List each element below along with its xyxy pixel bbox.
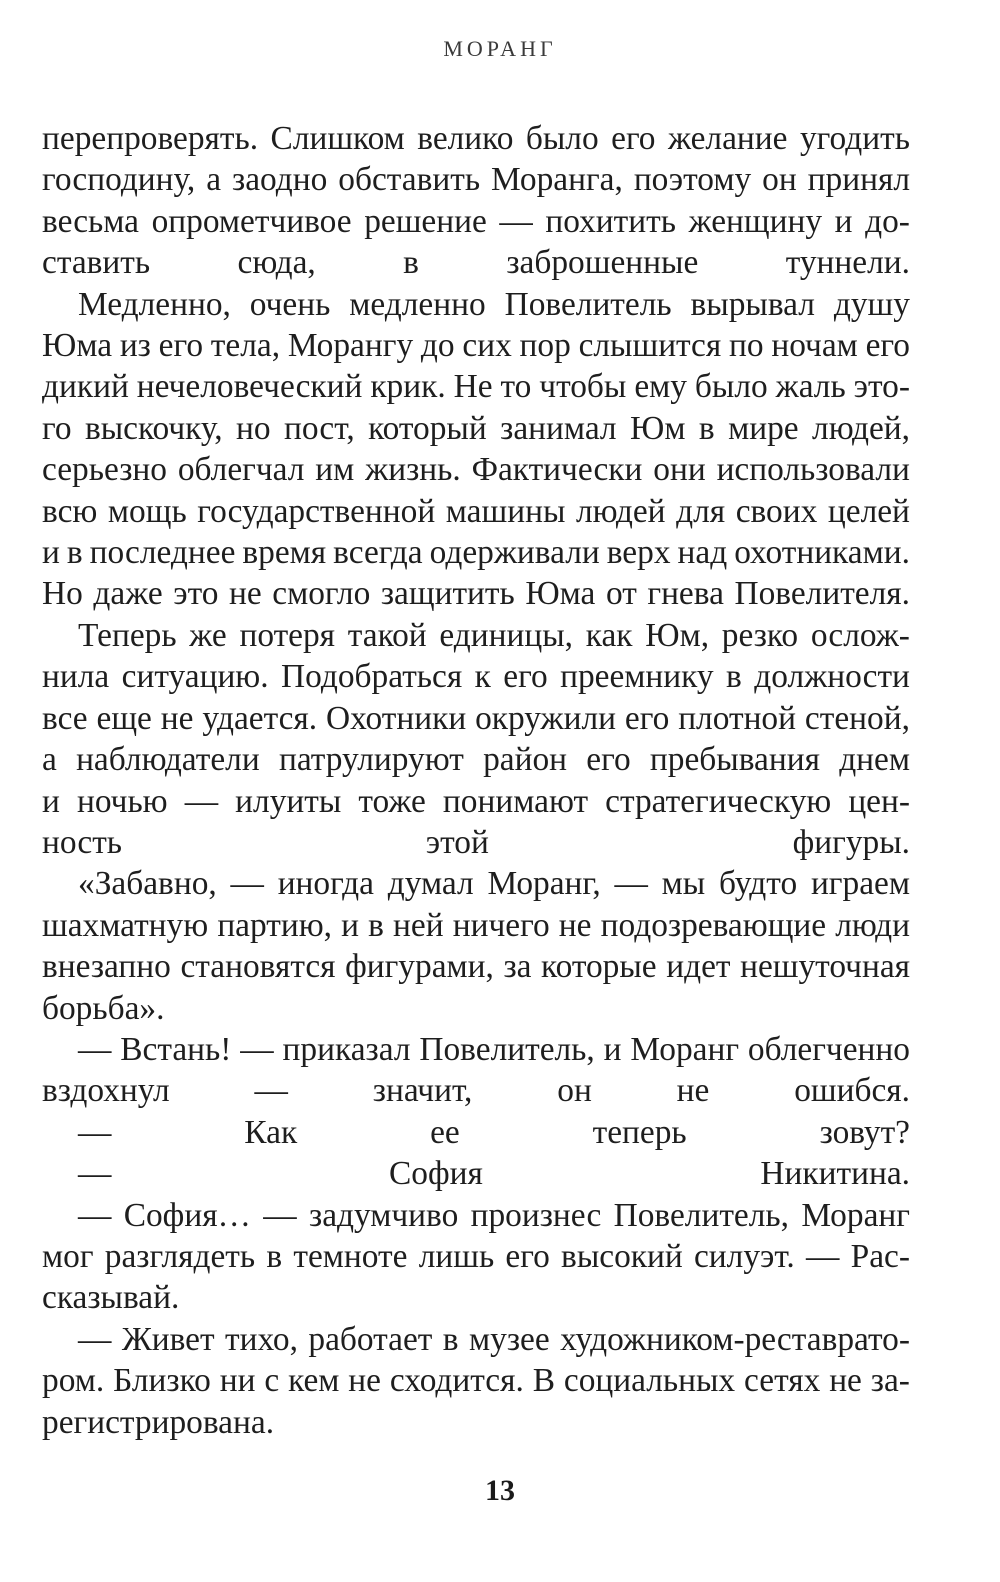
word: лишь [418, 1237, 495, 1275]
word: последнее [89, 534, 236, 572]
text-line [42, 1195, 910, 1236]
text-line: Но даже это не смогло защитить Юма от гнева Повелителя. [42, 575, 910, 613]
word: крик. [370, 368, 446, 406]
word: и [603, 1030, 622, 1068]
text-line [42, 905, 910, 946]
word: его [503, 658, 548, 696]
text-line: вздохнул — значит, он не ошибся. [42, 1072, 910, 1110]
word: силуэт. [693, 1237, 795, 1275]
word: го [42, 409, 72, 447]
word: а [42, 741, 57, 779]
text-line [42, 284, 910, 325]
paragraph [42, 615, 910, 863]
word: его [611, 120, 656, 157]
word: ему [634, 368, 687, 406]
word: угодить [799, 120, 910, 157]
word: же [189, 616, 227, 654]
text-line [42, 159, 910, 200]
word: работает [308, 1320, 433, 1358]
word: должности [754, 658, 910, 696]
word: район [483, 741, 568, 779]
word: желание [667, 120, 788, 157]
word: ром. [42, 1362, 105, 1400]
word: еще [96, 699, 152, 737]
word: было [525, 120, 599, 157]
text-line [42, 863, 910, 904]
word: Юма [42, 327, 113, 365]
word: обставить [338, 161, 481, 199]
word: — [240, 1030, 274, 1068]
word: — [614, 865, 648, 903]
word: люди [835, 906, 910, 944]
word: Не [453, 368, 493, 406]
word: и [341, 906, 360, 944]
word: его [158, 327, 204, 365]
word: иногда [277, 865, 374, 903]
word: стеной, [804, 699, 910, 737]
text-line [42, 325, 910, 366]
word: становятся [180, 948, 336, 986]
word: для [676, 492, 726, 530]
word: Повелитель, [613, 1196, 789, 1234]
word: использовали [716, 451, 910, 489]
word: мог [42, 1237, 94, 1275]
word: думал [387, 865, 474, 903]
word: Охотники [326, 699, 467, 737]
word: В [532, 1362, 555, 1400]
word: нечеловеческий [136, 368, 363, 406]
word: художником-реставрато- [560, 1320, 910, 1358]
word: произнес [470, 1196, 602, 1234]
word: сходится. [389, 1362, 524, 1400]
body-text [42, 118, 910, 1443]
word: Встань! [120, 1030, 232, 1068]
word: мире [728, 409, 799, 447]
word: а [206, 161, 222, 199]
paragraph [42, 863, 910, 1029]
word: в [266, 1237, 283, 1275]
text-line [42, 615, 910, 656]
word: серьезно [42, 451, 167, 489]
word: — [806, 1237, 840, 1275]
word: фигурами, [345, 948, 494, 986]
word: — [78, 1320, 112, 1358]
word: как [585, 616, 633, 654]
text-line [42, 408, 910, 449]
word: Моранг [801, 1196, 910, 1234]
word: весьма [42, 202, 139, 240]
word: Близко [113, 1362, 211, 1400]
word: жаль [775, 368, 846, 406]
paragraph [42, 1153, 910, 1194]
word: наблюдатели [76, 741, 260, 779]
word: плотной [678, 699, 797, 737]
text-line [42, 1236, 910, 1277]
word: с [264, 1362, 280, 1400]
word: понимают [442, 782, 589, 820]
paragraph [42, 118, 910, 284]
word: за [503, 948, 532, 986]
word: господину, [42, 161, 196, 199]
text-line [42, 449, 910, 490]
text-line: ность этой фигуры. [42, 823, 910, 861]
word: не [829, 1362, 862, 1400]
word: и [42, 782, 60, 820]
word: сих [462, 327, 512, 365]
word: Медленно, [78, 285, 231, 323]
word: ночам [771, 327, 858, 365]
word: нила [42, 658, 110, 696]
paragraph [42, 1195, 910, 1319]
word: удается. [202, 699, 318, 737]
text-line [42, 366, 910, 407]
word: облегчал [177, 451, 305, 489]
text-line [42, 656, 910, 697]
word: социальных [563, 1362, 736, 1400]
word: дикий [42, 368, 129, 406]
word: в [368, 906, 384, 944]
text-line [42, 118, 910, 159]
word: Моранга, [491, 161, 623, 199]
text-line [42, 201, 910, 242]
word: было [694, 368, 768, 406]
text-line: — София Никитина. [78, 1155, 910, 1193]
word: людей, [812, 409, 910, 447]
word: Моранг [630, 1030, 740, 1068]
word: целей [827, 492, 910, 530]
word: днем [839, 741, 910, 779]
word: решение [364, 202, 487, 240]
text-line [42, 491, 910, 532]
word: его [505, 1237, 550, 1275]
word: тела, [210, 327, 281, 365]
word: ослож- [810, 616, 910, 654]
word: идет [666, 948, 731, 986]
word: его [586, 741, 631, 779]
word: пост, [284, 409, 355, 447]
word: над [677, 534, 728, 572]
word: мы [661, 865, 706, 903]
word: преемнику [560, 658, 714, 696]
word: сетях [744, 1362, 821, 1400]
word: играем [810, 865, 910, 903]
page-number: 13 [485, 1474, 515, 1507]
word: темноте [293, 1237, 408, 1275]
word: единицы, [439, 616, 574, 654]
word: заодно [232, 161, 328, 199]
text-line: сказывай. [42, 1279, 180, 1317]
word: в [726, 658, 742, 696]
word: в [698, 409, 715, 447]
word: всегда [333, 534, 423, 572]
word: государственной [197, 492, 436, 530]
word: внезапно [42, 948, 171, 986]
text-line: ставить сюда, в заброшенные туннели. [42, 244, 910, 282]
word: «Забавно, [78, 865, 217, 903]
word: похитить [545, 202, 676, 240]
word: нешуточная [740, 948, 910, 986]
text-line [42, 1319, 910, 1360]
word: Слишком [270, 120, 405, 157]
word: за- [870, 1362, 910, 1400]
word: очень [249, 285, 331, 323]
word: все [42, 699, 88, 737]
word: они [653, 451, 706, 489]
word: не [160, 699, 194, 737]
word: партию, [217, 906, 333, 944]
word: к [474, 658, 491, 696]
word: которые [541, 948, 657, 986]
word: до [420, 327, 455, 365]
word: охотниками. [734, 534, 910, 572]
paragraph [42, 1112, 910, 1153]
text-line [42, 698, 910, 739]
word: — [230, 865, 264, 903]
word: тоже [358, 782, 426, 820]
paragraph [42, 284, 910, 615]
word: из [119, 327, 151, 365]
word: окружили [475, 699, 617, 737]
word: жизнь. [365, 451, 461, 489]
word: верх [606, 534, 671, 572]
word: который [368, 409, 487, 447]
word: велико [417, 120, 514, 157]
word: музее [469, 1320, 550, 1358]
text-line [42, 1029, 910, 1070]
word: задумчиво [309, 1196, 459, 1234]
word: Юм [630, 409, 686, 447]
text-line [42, 781, 910, 822]
text-line [42, 532, 910, 573]
word: выскочку, [84, 409, 223, 447]
text-line [42, 946, 910, 987]
word: его [624, 699, 670, 737]
text-line [42, 1360, 910, 1401]
word: в [442, 1320, 459, 1358]
word: такой [347, 616, 427, 654]
word: София… [123, 1196, 251, 1234]
word: вырывал [690, 285, 815, 323]
word: опрометчивое [151, 202, 352, 240]
word: Подобраться [281, 658, 463, 696]
word: своих [735, 492, 818, 530]
word: Рас- [850, 1237, 910, 1275]
word: перепроверять. [42, 120, 259, 157]
word: ни [219, 1362, 256, 1400]
text-line: — Как ее теперь зовут? [78, 1113, 910, 1151]
word: Повелитель [504, 285, 672, 323]
word: людей [575, 492, 666, 530]
paragraph [42, 1319, 910, 1443]
word: шахматную [42, 906, 209, 944]
word: слышится [578, 327, 722, 365]
word: Моранг, [487, 865, 601, 903]
word: резко [721, 616, 799, 654]
word: принял [807, 161, 910, 199]
word: время [242, 534, 327, 572]
word: облегченно [747, 1030, 910, 1068]
word: стратегическую [605, 782, 832, 820]
word: по [729, 327, 764, 365]
word: приказал [282, 1030, 411, 1068]
word: — [499, 202, 533, 240]
word: всю [42, 492, 98, 530]
word: Фактически [471, 451, 643, 489]
text-line: борьба». [42, 989, 165, 1027]
word: поэтому [633, 161, 752, 199]
word: Теперь [78, 616, 177, 654]
word: не [558, 906, 592, 944]
word: то [500, 368, 532, 406]
text-line: регистрирована. [42, 1403, 275, 1441]
word: но [236, 409, 271, 447]
word: чтобы [539, 368, 627, 406]
word: занимал [500, 409, 617, 447]
word: Юм, [645, 616, 710, 654]
word: одерживали [429, 534, 600, 572]
word: Живет [121, 1320, 215, 1358]
word: его [865, 327, 910, 365]
word: мощь [107, 492, 187, 530]
word: это- [853, 368, 910, 406]
word: патрулируют [278, 741, 464, 779]
text-line [42, 739, 910, 780]
word: подозревающие [600, 906, 827, 944]
word: разглядеть [104, 1237, 256, 1275]
word: в [66, 534, 83, 572]
word: ней [393, 906, 444, 944]
word: не [348, 1362, 381, 1400]
word: Повелитель, [419, 1030, 595, 1068]
running-head: МОРАНГ [443, 36, 557, 61]
word: ничего [452, 906, 550, 944]
word: высокий [561, 1237, 683, 1275]
paragraph [42, 1029, 910, 1112]
word: душу [833, 285, 910, 323]
word: им [315, 451, 355, 489]
word: он [762, 161, 797, 199]
word: до- [865, 202, 910, 240]
word: — [263, 1196, 297, 1234]
word: пор [519, 327, 571, 365]
word: Морангу [287, 327, 414, 365]
word: — [184, 782, 219, 820]
word: кем [288, 1362, 340, 1400]
word: будто [719, 865, 798, 903]
word: ночью [76, 782, 168, 820]
word: женщину [688, 202, 823, 240]
word: и [42, 534, 60, 572]
word: и [834, 202, 853, 240]
word: — [78, 1196, 112, 1234]
word: ситуацию. [121, 658, 269, 696]
word: медленно [349, 285, 486, 323]
word: цен- [848, 782, 910, 820]
word: машины [445, 492, 566, 530]
word: пребывания [649, 741, 820, 779]
word: — [78, 1030, 112, 1068]
word: потеря [239, 616, 336, 654]
word: илуиты [235, 782, 342, 820]
word: тихо, [225, 1320, 298, 1358]
